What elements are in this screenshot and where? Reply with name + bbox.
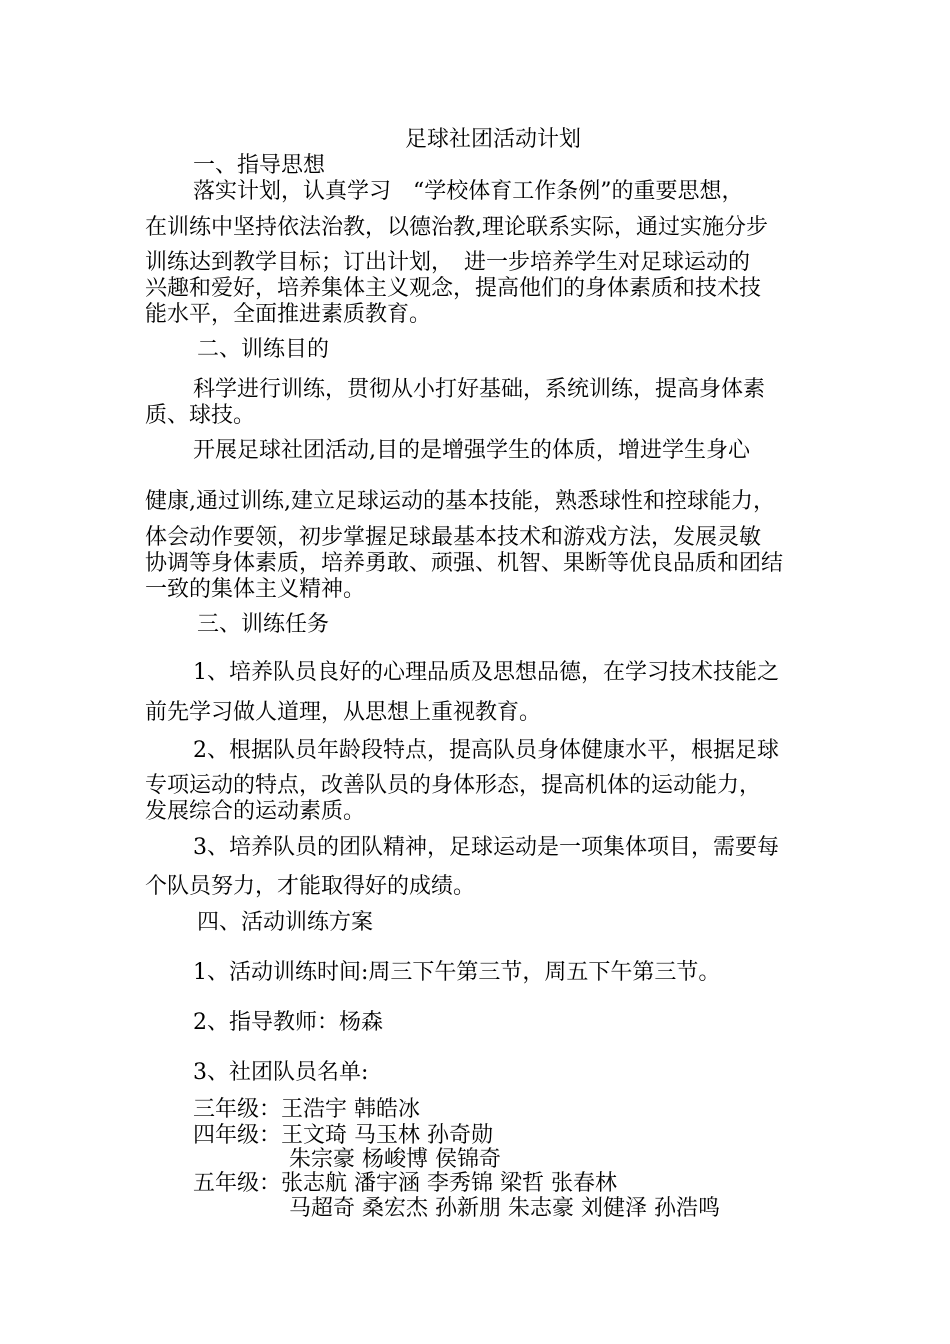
instructor: 2、指导教师：杨森 [193, 1010, 383, 1035]
section-heading-2: 二、训练目的 [197, 337, 330, 362]
roster-title: 3、社团队员名单: [193, 1060, 369, 1085]
roster-line: 三年级：王浩宇 韩皓冰 [193, 1097, 420, 1122]
paragraph-line: 能水平，全面推进素质教育。 [145, 302, 432, 327]
paragraph-line: 一致的集体主义精神。 [145, 577, 366, 602]
roster-line: 马超奇 桑宏杰 孙新朋 朱志豪 刘健泽 孙浩鸣 [289, 1196, 720, 1221]
paragraph-line: 3、培养队员的团队精神，足球运动是一项集体项目，需要每 [193, 835, 779, 860]
section-heading-1: 一、指导思想 [193, 153, 326, 178]
training-time: 1、活动训练时间:周三下午第三节，周五下午第三节。 [193, 960, 721, 985]
paragraph-line: 在训练中坚持依法治教，以德治教,理论联系实际，通过实施分步 [145, 215, 768, 240]
paragraph-line: 个队员努力，才能取得好的成绩。 [145, 874, 476, 899]
roster-line: 五年级：张志航 潘宇涵 李秀锦 梁哲 张春林 [193, 1171, 617, 1196]
paragraph-line: 前先学习做人道理，从思想上重视教育。 [145, 700, 542, 725]
roster-line: 四年级：王文琦 马玉林 孙奇勋 [193, 1123, 493, 1148]
section-heading-4: 四、活动训练方案 [197, 910, 374, 935]
paragraph-line: 2、根据队员年龄段特点，提高队员身体健康水平，根据足球 [193, 738, 779, 763]
paragraph-line: 科学进行训练，贯彻从小打好基础，系统训练，提高身体素 [193, 377, 766, 402]
paragraph-line: 质、球技。 [145, 403, 256, 428]
paragraph-line: 健康,通过训练,建立足球运动的基本技能，熟悉球性和控球能力， [145, 489, 775, 514]
paragraph-line: 1、培养队员良好的心理品质及思想品德，在学习技术技能之 [193, 660, 779, 685]
document-title: 足球社团活动计划 [405, 127, 582, 152]
paragraph-line: 开展足球社团活动,目的是增强学生的体质，增进学生身心 [193, 438, 750, 463]
paragraph-line: 落实计划，认真学习 “学校体育工作条例”的重要思想， [193, 179, 744, 204]
paragraph-line: 专项运动的特点，改善队员的身体形态，提高机体的运动能力， [145, 773, 762, 798]
roster-line: 朱宗豪 杨峻博 侯锦奇 [289, 1147, 501, 1172]
section-heading-3: 三、训练任务 [197, 612, 330, 637]
paragraph-line: 训练达到教学目标；订出计划， 进一步培养学生对足球运动的 [145, 250, 751, 275]
paragraph-line: 发展综合的运动素质。 [145, 799, 366, 824]
paragraph-line: 体会动作要领，初步掌握足球最基本技术和游戏方法，发展灵敏 [145, 525, 762, 550]
paragraph-line: 兴趣和爱好，培养集体主义观念，提高他们的身体素质和技术技 [145, 276, 762, 301]
paragraph-line: 协调等身体素质，培养勇敢、顽强、机智、果断等优良品质和团结 [145, 551, 784, 576]
